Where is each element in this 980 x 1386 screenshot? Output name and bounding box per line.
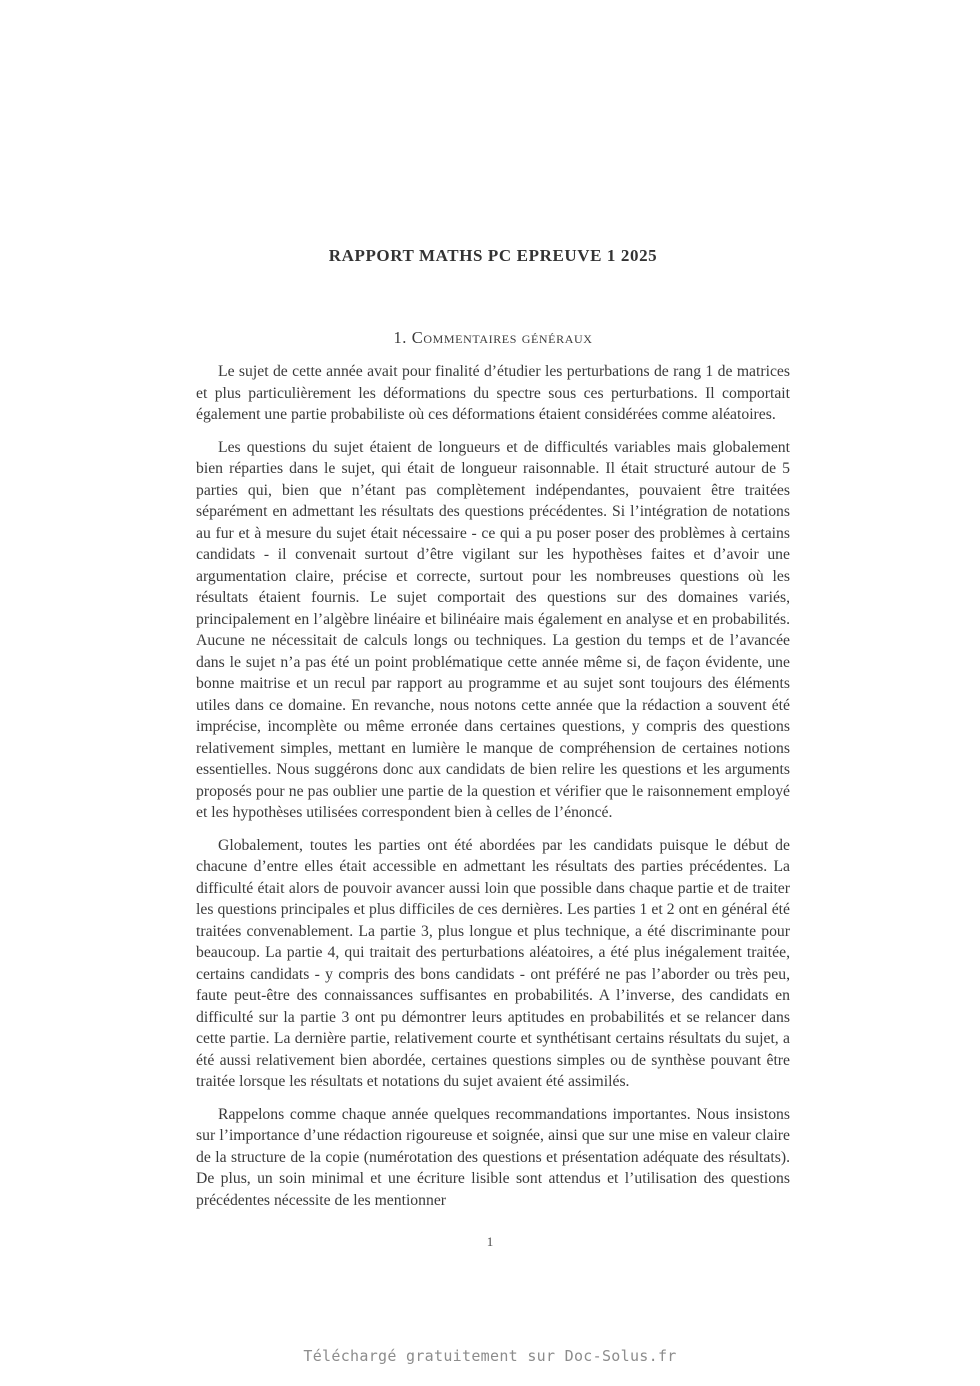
- footer-credit: Téléchargé gratuitement sur Doc-Solus.fr: [303, 1347, 677, 1365]
- document-title: RAPPORT MATHS PC EPREUVE 1 2025: [328, 246, 658, 265]
- page-content: [196, 246, 790, 1222]
- page-number: 1: [486, 1234, 494, 1249]
- paragraph-2: Les questions du sujet étaient de longueurs et de difficultés variables mais globalement bien réparties dans le sujet, qui était de longueur raisonnable. Il était structuré autour de 5 parties qui, bien que n’étant pas complètement indépendantes, pouvaient être traitées séparément en admettant les résultats des questions précédentes. Si l’intégration de notations au fur et à mesure du sujet était nécessaire - ce qui a pu poser poser des problèmes à certains candidats - il convenait surtout d’être vigilant sur les hypothèses faites et d’avoir une argumentation claire, précise et correcte, surtout pour les nombreuses questions où les résultats étaient fournis. Le sujet comportait des questions sur des domaines variés, principalement en l’algèbre linéaire et bilinéaire mais également en analyse et en probabilités. Aucune ne nécessitait de calculs longs ou techniques. La gestion du temps et de l’avancée dans le sujet n’a pas été un point problématique cette année même si, de façon évidente, une bonne maitrise et un recul par rapport au programme et au sujet sont toujours des éléments utiles dans ce domaine. En revanche, nous notons cette année que la rédaction a souvent été imprécise, incomplète ou même erronée dans certaines questions, y compris des questions relativement simples, mettant en lumière le manque de compréhension de certaines notions essentielles. Nous suggérons donc aux candidats de bien relire les questions et les arguments proposés pour ne pas oublier une partie de la question et vérifier que le raisonnement employé et les hypothèses utilisées correspondent bien à celles de l’énoncé.: [196, 438, 790, 821]
- paragraph-3: Globalement, toutes les parties ont été abordées par les candidats puisque le début de chacune d’entre elles était accessible en admettant les résultats des parties précédentes. La difficulté était alors de pouvoir avancer aussi loin que possible dans chaque partie et de traiter les questions principales et plus difficiles de ces dernières. Les parties 1 et 2 ont en général été traitées convenablement. La partie 3, plus longue et plus technique, a été discriminante pour beaucoup. La partie 4, qui traitait des perturbations aléatoires, a été plus inégalement traitée, certains candidats - y compris des bons candidats - ont préféré ne pas l’aborder ou très peu, faute peut-être des connaissances suffisantes en probabilités. A l’inverse, des candidats en difficulté sur la partie 3 ont pu démontrer leurs aptitudes en probabilités et se relancer dans cette partie. La dernière partie, relativement courte et synthétisant certains résultats du sujet, a été aussi relativement bien abordée, certaines questions simples ou de synthèse pouvant être traitée lorsque les résultats et notations du sujet avaient été assimilés.: [196, 836, 790, 1090]
- paragraph-4: Rappelons comme chaque année quelques recommandations importantes. Nous insistons sur l’importance d’une rédaction rigoureuse et soignée, ainsi que sur une mise en valeur claire de la structure de la copie (numérotation des questions et présentation adéquate des résultats). De plus, un soin minimal et une écriture lisible sont attendus et l’utilisation des questions précédentes nécessite de les mentionner: [196, 1105, 790, 1209]
- paragraph-1: Le sujet de cette année avait pour finalité d’étudier les perturbations de rang 1 de matrices et plus particulièrement les déformations du spectre sous ces perturbations. Il comportait également une partie probabiliste où ces déformations étaient considérées comme aléatoires.: [196, 363, 790, 423]
- section-heading: 1. Commentaires généraux: [393, 328, 593, 347]
